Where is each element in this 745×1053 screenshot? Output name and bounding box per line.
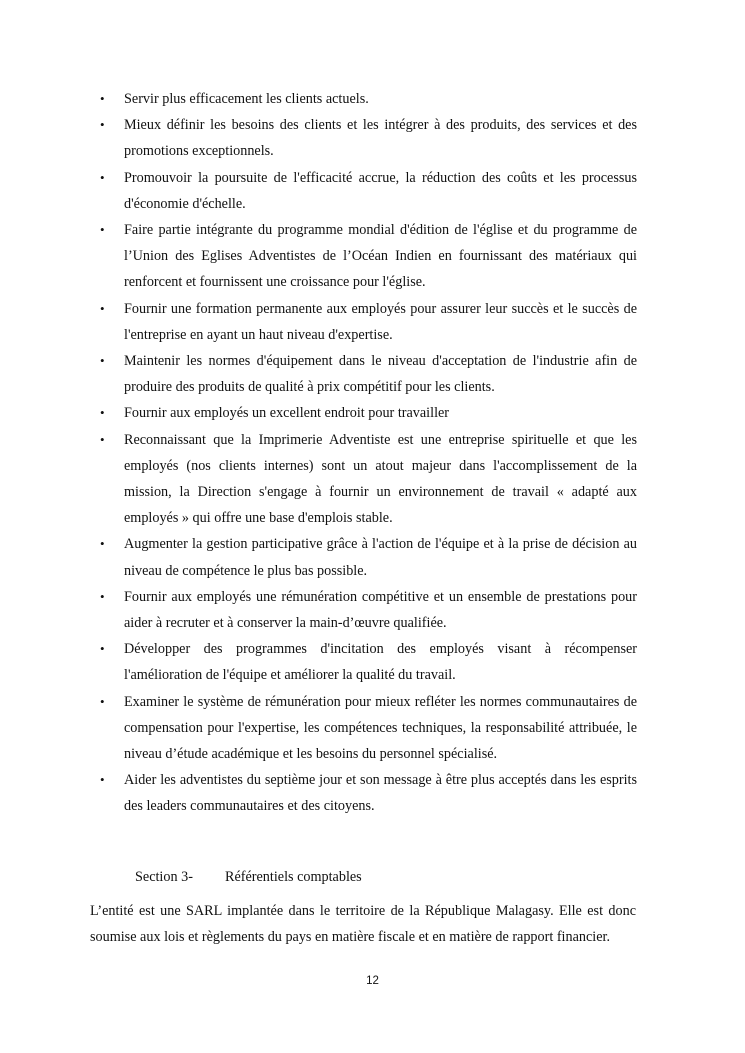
list-item-text: Examiner le système de rémunération pour mieux refléter les normes communautaires de compensation pour l'expertise, les compétences techniques, la responsabilité attribuée, le niveau d’étude académique et les besoins du personnel spécialisé. — [124, 693, 637, 763]
list-item — [0, 427, 745, 532]
bullet-icon: • — [100, 641, 105, 657]
bullet-icon: • — [100, 222, 105, 238]
bullet-icon: • — [100, 536, 105, 552]
bullet-icon: • — [100, 693, 105, 709]
list-item — [0, 348, 745, 400]
list-item-text: Fournir une formation permanente aux employés pour assurer leur succès et le succès de l'entreprise en ayant un haut niveau d'expertise. — [124, 300, 637, 343]
bullet-icon: • — [100, 772, 105, 788]
section-title: Référentiels comptables — [225, 869, 362, 885]
list-item — [0, 531, 745, 583]
list-item — [0, 689, 745, 768]
list-item-text: Faire partie intégrante du programme mondial d'édition de l'église et du programme de l’Union des Eglises Adventistes de l’Océan Indien en fournissant des matériaux qui renforcent et fournissent une croissance pour l'église. — [124, 222, 637, 291]
list-item — [0, 636, 745, 688]
list-item-text: Augmenter la gestion participative grâce à l'action de l'équipe et à la prise de décision au niveau de compétence le plus bas possible. — [124, 536, 637, 579]
bullet-icon: • — [100, 353, 105, 369]
bullet-icon: • — [100, 117, 105, 133]
bullet-icon: • — [100, 91, 105, 106]
list-item — [0, 217, 745, 296]
section-number: Section 3- — [135, 869, 193, 885]
list-item-text: Maintenir les normes d'équipement dans le niveau d'acceptation de l'industrie afin de produire des produits de qualité à prix compétitif pour les clients. — [124, 353, 637, 396]
list-item-text: Développer des programmes d'incitation des employés visant à récompenser l'amélioration de l'équipe et améliorer la qualité du travail. — [124, 641, 637, 684]
list-item — [0, 86, 745, 112]
list-item-text: Servir plus efficacement les clients actuels. — [124, 91, 369, 107]
list-item — [0, 400, 745, 426]
bullet-icon: • — [100, 169, 105, 185]
body-paragraph: L’entité est une SARL implantée dans le territoire de la République Malagasy. Elle est donc soumise aux lois et règlements du pays en matière fiscale et en matière de rapport financier. — [90, 903, 636, 946]
bullet-icon: • — [100, 588, 105, 604]
section-heading — [135, 864, 362, 890]
list-item — [0, 165, 745, 217]
list-item-text: Aider les adventistes du septième jour et son message à être plus acceptés dans les esprits des leaders communautaires et des citoyens. — [124, 772, 637, 815]
list-item-text: Promouvoir la poursuite de l'efficacité accrue, la réduction des coûts et les processus d'économie d'échelle. — [124, 169, 637, 212]
list-item — [0, 296, 745, 348]
page-number: 12 — [366, 975, 379, 987]
bullet-icon: • — [100, 431, 105, 447]
list-item — [0, 112, 745, 164]
list-item-text: Fournir aux employés une rémunération compétitive et un ensemble de prestations pour aider à recruter et à conserver la main-d’œuvre qualifiée. — [124, 588, 637, 632]
list-item-text: Fournir aux employés un excellent endroit pour travailler — [124, 405, 450, 422]
list-item — [0, 767, 745, 819]
bullet-icon: • — [100, 405, 105, 421]
list-item — [0, 584, 745, 636]
list-item-text: Mieux définir les besoins des clients et les intégrer à des produits, des services et des promotions exceptionnels. — [124, 117, 637, 160]
list-item-text: Reconnaissant que la Imprimerie Adventiste est une entreprise spirituelle et que les employés (nos clients internes) sont un atout majeur dans l'accomplissement de la mission, la Direction s'engage à fournir un environnement de travail « adapté aux employés » qui offre une base d'emplois stable. — [124, 431, 637, 527]
bullet-list — [0, 86, 745, 820]
bullet-icon: • — [100, 300, 105, 316]
